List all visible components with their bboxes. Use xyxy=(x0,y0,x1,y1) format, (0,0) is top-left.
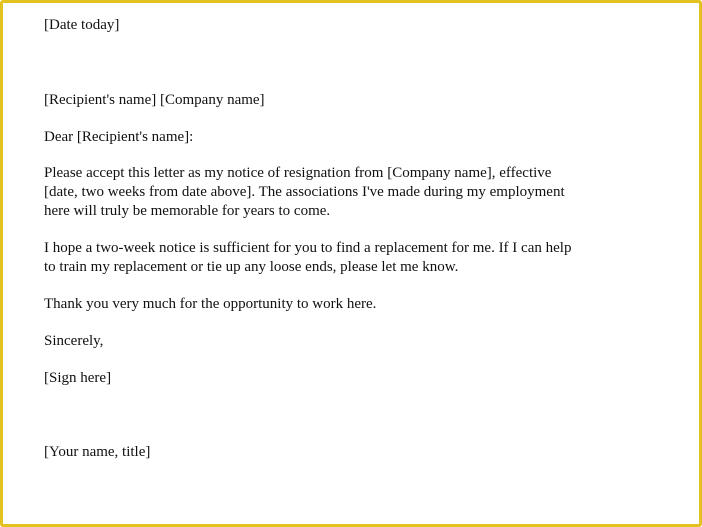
paragraph-line: [date, two weeks from date above]. The associations I've made during my employment xyxy=(44,184,565,200)
recipient-line: [Recipient's name] [Company name] xyxy=(44,92,265,108)
paragraph-notice xyxy=(44,239,644,277)
paragraph-line: to train my replacement or tie up any loose ends, please let me know. xyxy=(44,259,459,275)
paragraph-line: here will truly be memorable for years to come. xyxy=(44,203,331,219)
letter-body xyxy=(44,16,644,462)
date-line: [Date today] xyxy=(44,17,120,33)
paragraph-resignation xyxy=(44,164,644,221)
paragraph-thanks: Thank you very much for the opportunity to work here. xyxy=(44,296,377,312)
paragraph-line: Please accept this letter as my notice of resignation from [Company name], effective xyxy=(44,165,552,181)
closing: Sincerely, xyxy=(44,333,104,349)
name-title-line: [Your name, title] xyxy=(44,444,151,460)
paragraph-line: I hope a two-week notice is sufficient for you to find a replacement for me. If I can help xyxy=(44,240,572,256)
signature-placeholder: [Sign here] xyxy=(44,370,112,386)
salutation: Dear [Recipient's name]: xyxy=(44,129,194,145)
